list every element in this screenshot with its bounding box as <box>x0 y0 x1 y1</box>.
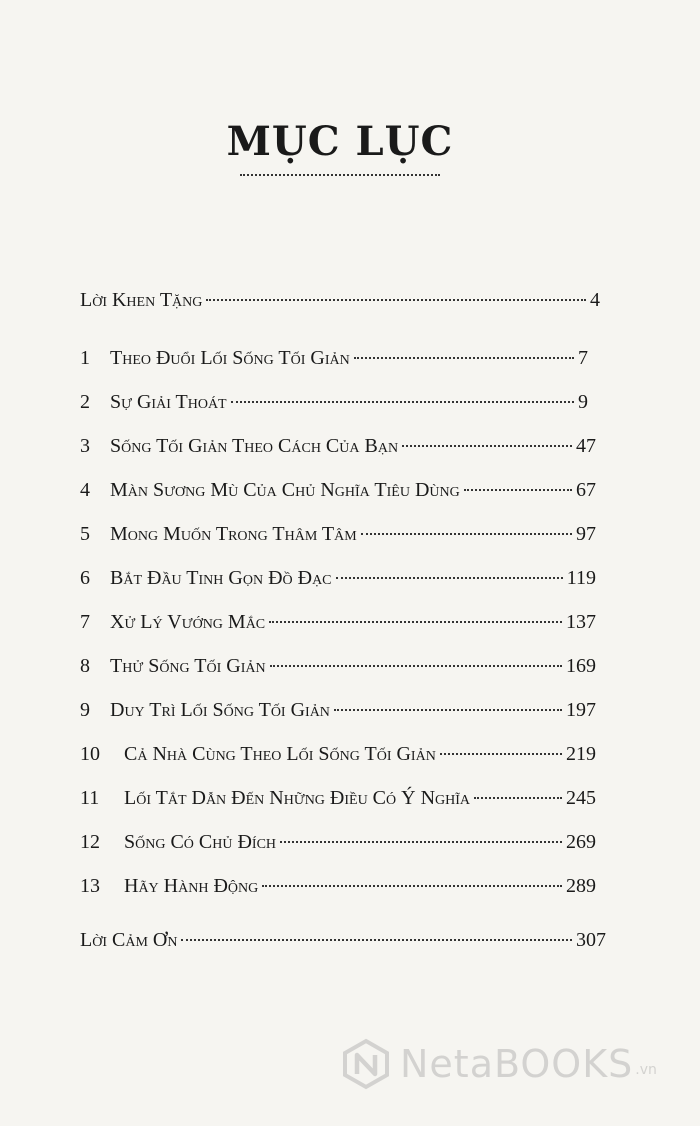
toc-entry-page: 4 <box>590 289 600 311</box>
dot-leader <box>464 489 572 491</box>
chapter-number: 13 <box>80 875 100 897</box>
toc-entry[interactable] <box>80 564 596 592</box>
title-underline <box>240 174 440 176</box>
chapter-number: 11 <box>80 787 100 809</box>
chapter-number: 1 <box>80 347 90 369</box>
toc-entry-page: 67 <box>576 479 596 501</box>
publisher-watermark <box>340 1038 657 1090</box>
dot-leader <box>181 939 572 941</box>
watermark-suffix: .vn <box>635 1062 657 1078</box>
netabooks-logo-icon <box>340 1038 392 1090</box>
toc-entry[interactable] <box>80 388 588 416</box>
toc-entry-page: 97 <box>576 523 596 545</box>
toc-entry[interactable] <box>80 608 596 636</box>
toc-entry-page: 219 <box>566 743 596 765</box>
dot-leader <box>231 401 574 403</box>
toc-entry-page: 7 <box>578 347 588 369</box>
chapter-number: 3 <box>80 435 90 457</box>
toc-entry-page: 137 <box>566 611 596 633</box>
toc-entry-label: Lời Cảm Ơn <box>80 929 178 951</box>
toc-entry-page: 197 <box>566 699 596 721</box>
toc-entry-label: Bắt Đầu Tinh Gọn Đồ Đạc <box>110 567 332 589</box>
chapter-number: 12 <box>80 831 100 853</box>
toc-entry[interactable] <box>80 828 596 856</box>
dot-leader <box>474 797 562 799</box>
toc-entry[interactable] <box>80 432 596 460</box>
dot-leader <box>336 577 563 579</box>
toc-entry-page: 245 <box>566 787 596 809</box>
toc-entry-label: Xử Lý Vướng Mắc <box>110 611 266 633</box>
toc-entry[interactable] <box>80 784 596 812</box>
toc-entry-page: 269 <box>566 831 596 853</box>
toc-entry[interactable] <box>80 740 596 768</box>
toc-entry-label: Hãy Hành Động <box>124 875 259 897</box>
toc-entry-label: Màn Sương Mù Của Chủ Nghĩa Tiêu Dùng <box>110 479 460 501</box>
toc-entry[interactable] <box>80 652 596 680</box>
toc-entry[interactable] <box>80 344 588 372</box>
toc-entry-label: Sống Có Chủ Đích <box>124 831 277 853</box>
dot-leader <box>361 533 572 535</box>
toc-entry[interactable] <box>80 872 596 900</box>
chapter-number: 7 <box>80 611 90 633</box>
dot-leader <box>270 665 562 667</box>
watermark-text: NetaBOOKS <box>400 1042 634 1086</box>
toc-entry-page: 9 <box>578 391 588 413</box>
toc-entry-page: 119 <box>566 567 596 589</box>
toc-entry-label: Sống Tối Giản Theo Cách Của Bạn <box>110 435 399 457</box>
dot-leader <box>206 299 586 301</box>
toc-entry[interactable] <box>80 926 606 954</box>
chapter-number: 2 <box>80 391 90 413</box>
toc-entry-label: Cả Nhà Cùng Theo Lối Sống Tối Giản <box>124 743 436 765</box>
toc-entry-label: Lối Tắt Dẫn Đến Những Điều Có Ý Nghĩa <box>124 787 471 809</box>
page-title: MỤC LỤC <box>226 118 454 165</box>
chapter-number: 5 <box>80 523 90 545</box>
toc-entry-page: 289 <box>566 875 596 897</box>
dot-leader <box>269 621 562 623</box>
dot-leader <box>440 753 562 755</box>
toc-entry-label: Theo Đuổi Lối Sống Tối Giản <box>110 347 350 369</box>
dot-leader <box>334 709 562 711</box>
toc-entry-label: Mong Muốn Trong Thâm Tâm <box>110 523 357 545</box>
toc-entry[interactable] <box>80 520 596 548</box>
dot-leader <box>354 357 574 359</box>
chapter-number: 8 <box>80 655 90 677</box>
toc-entry-label: Duy Trì Lối Sống Tối Giản <box>110 699 330 721</box>
toc-entry[interactable] <box>80 286 600 314</box>
chapter-number: 6 <box>80 567 90 589</box>
toc-entry[interactable] <box>80 476 596 504</box>
toc-entry-label: Thử Sống Tối Giản <box>110 655 266 677</box>
toc-entry-page: 169 <box>566 655 596 677</box>
toc-entry-page: 307 <box>576 929 606 951</box>
toc-entry-label: Sự Giải Thoát <box>110 391 227 413</box>
chapter-number: 10 <box>80 743 100 765</box>
toc-entry-page: 47 <box>576 435 596 457</box>
chapter-number: 9 <box>80 699 90 721</box>
toc-entry-label: Lời Khen Tặng <box>80 289 203 311</box>
dot-leader <box>402 445 572 447</box>
dot-leader <box>280 841 562 843</box>
toc-entry[interactable] <box>80 696 596 724</box>
dot-leader <box>262 885 562 887</box>
chapter-number: 4 <box>80 479 90 501</box>
